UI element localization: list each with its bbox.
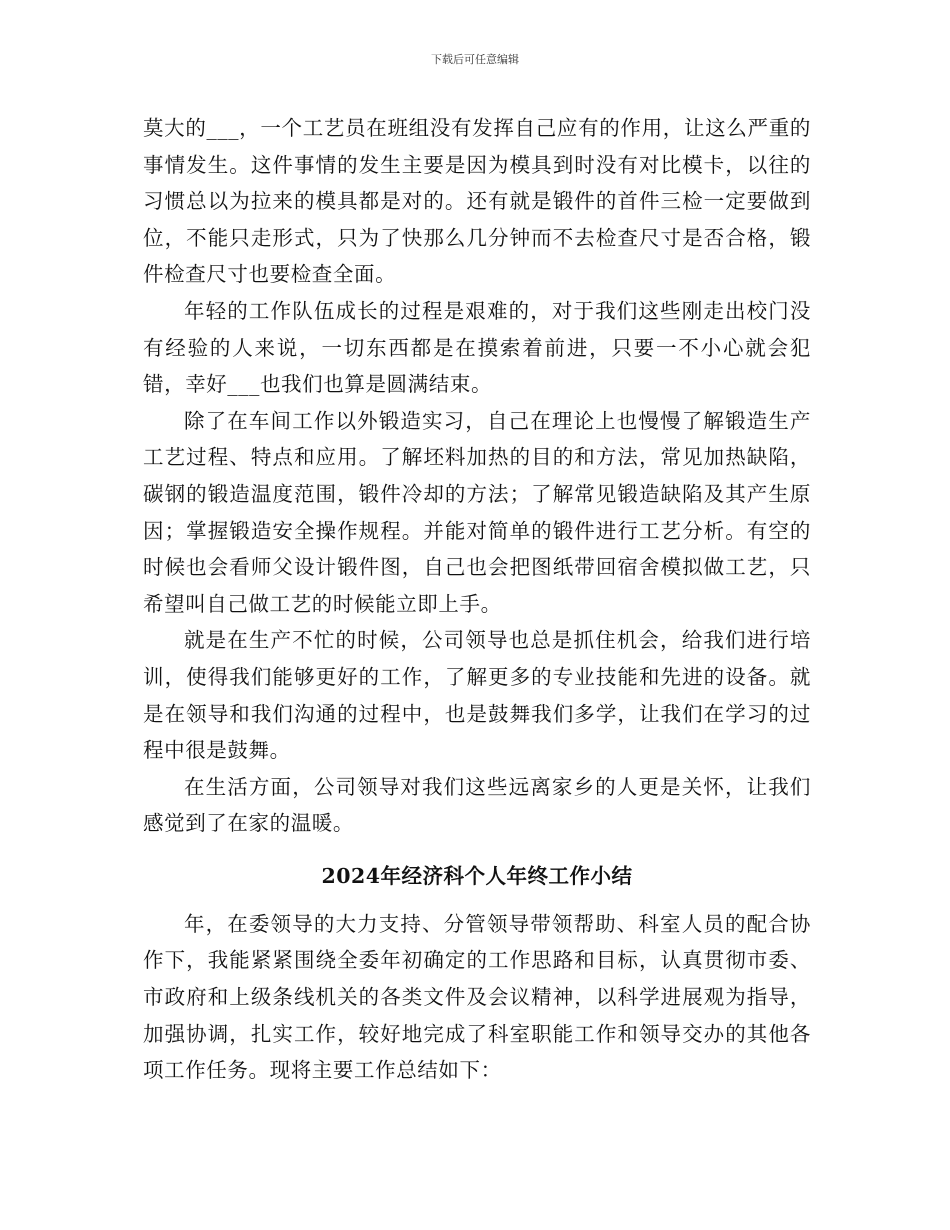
paragraph-5: 在生活方面，公司领导对我们这些远离家乡的人更是关怀，让我们感觉到了在家的温暖。 bbox=[143, 774, 811, 836]
paragraph-1: 莫大的___，一个工艺员在班组没有发挥自己应有的作用，让这么严重的事情发生。这件事情的发生主要是因为模具到时没有对比模卡，以往的习惯总以为拉来的模具都是对的。还有就是锻件的首件三检一定要做到位，不能只走形式，只为了快那么几分钟而不去检查尺寸是否合格，锻件检查尺寸也要检查全面。 bbox=[143, 116, 811, 287]
paragraph-4: 就是在生产不忙的时候，公司领导也总是抓住机会，给我们进行培训，使得我们能够更好的工作，了解更多的专业技能和先进的设备。就是在领导和我们沟通的过程中，也是鼓舞我们多学，让我们在学习的过程中很是鼓舞。 bbox=[143, 628, 811, 763]
paragraph-2: 年轻的工作队伍成长的过程是艰难的，对于我们这些刚走出校门没有经验的人来说，一切东西都是在摸索着前进，只要一不小心就会犯错，幸好___也我们也算是圆满结束。 bbox=[143, 298, 811, 397]
paragraph-3: 除了在车间工作以外锻造实习，自己在理论上也慢慢了解锻造生产工艺过程、特点和应用。了解坯料加热的目的和方法，常见加热缺陷，碳钢的锻造温度范围，锻件冷却的方法；了解常见锻造缺陷及其产生原因；掌握锻造安全操作规程。并能对简单的锻件进行工艺分析。有空的时候也会看师父设计锻件图，自己也会把图纸带回宿舍模拟做工艺，只希望叫自己做工艺的时候能立即上手。 bbox=[143, 408, 811, 616]
section-title: 2024年经济科个人年终工作小结 bbox=[321, 863, 633, 888]
section-paragraph-1: 年，在委领导的大力支持、分管领导带领帮助、科室人员的配合协作下，我能紧紧围绕全委年初确定的工作思路和目标，认真贯彻市委、市政府和上级条线机关的各类文件及会议精神，以科学进展观为指导，加强协调，扎实工作，较好地完成了科室职能工作和领导交办的其他各项工作任务。现将主要工作总结如下： bbox=[143, 911, 811, 1083]
document-body bbox=[143, 110, 811, 1089]
page-header-note: 下载后可任意编辑 bbox=[431, 53, 519, 66]
